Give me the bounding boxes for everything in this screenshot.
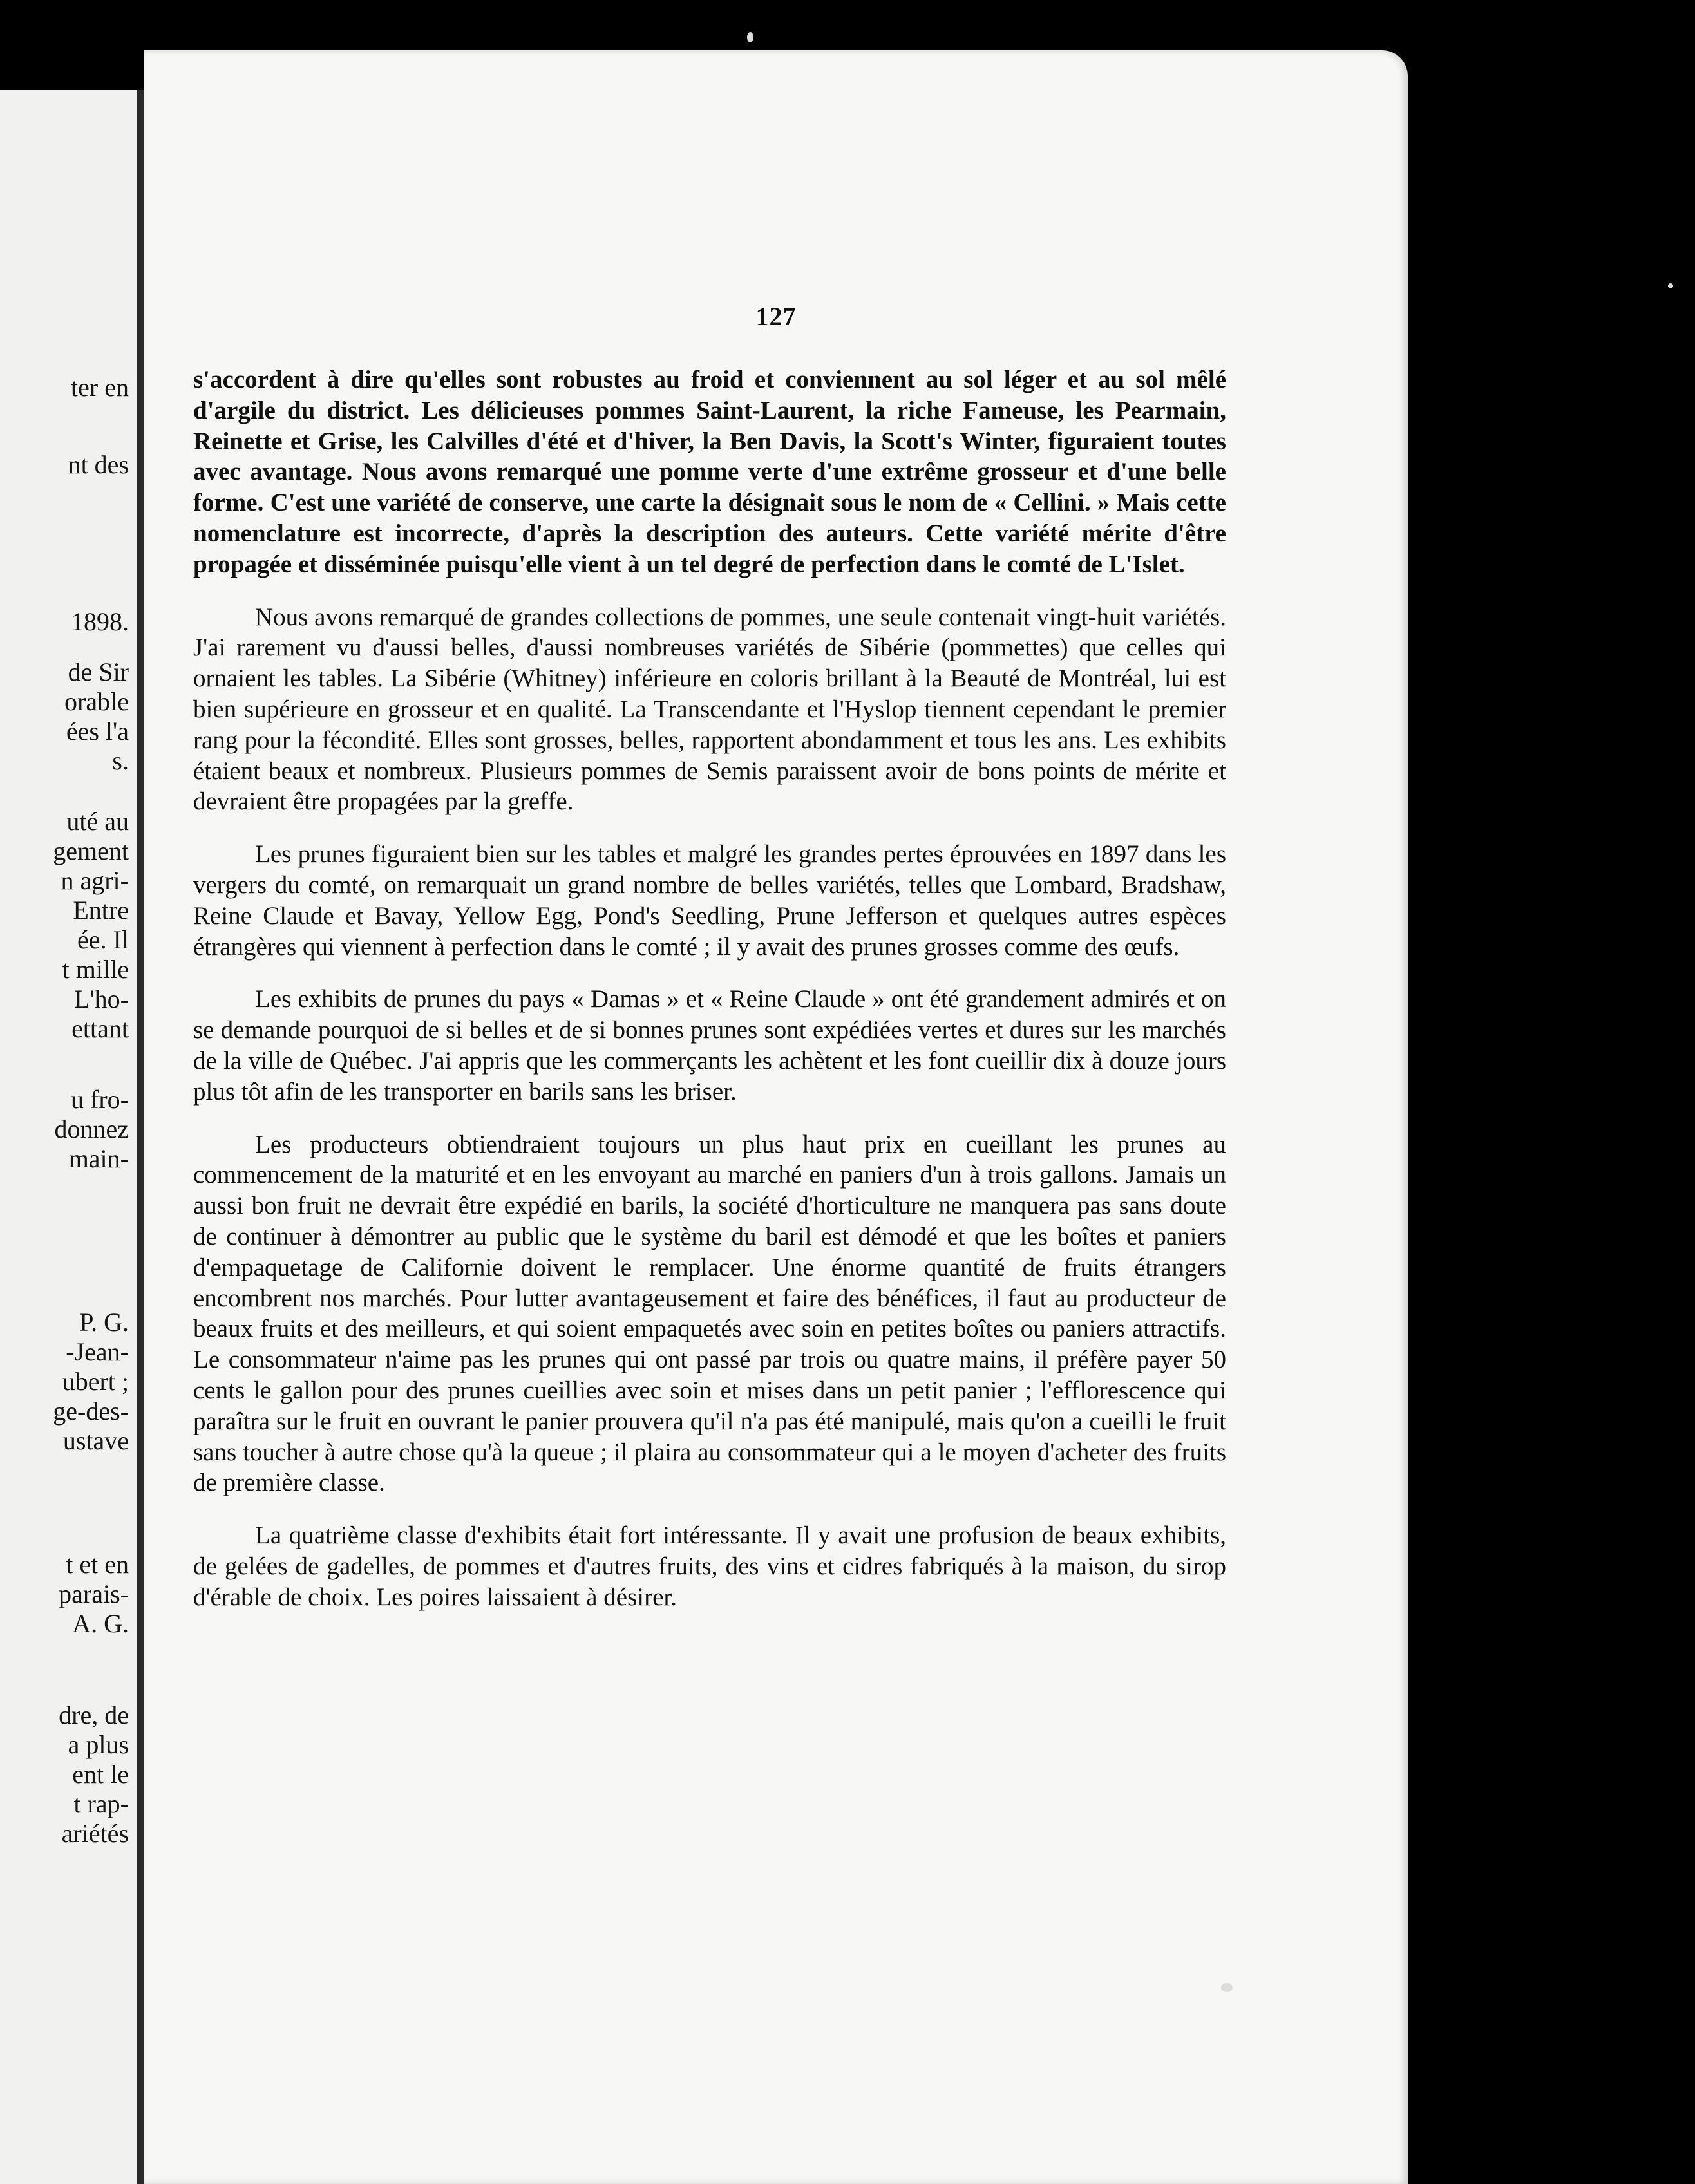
left-page-line: t mille <box>62 955 129 984</box>
left-page-line: de Sir <box>68 657 129 686</box>
left-page-line: ter en <box>71 373 129 402</box>
body-text <box>193 364 1226 1634</box>
left-page-line: ent le <box>72 1760 129 1789</box>
left-page-edge <box>0 90 137 2184</box>
left-page-line: -Jean- <box>66 1337 129 1366</box>
left-page-line: dre, de <box>59 1700 129 1729</box>
left-page-line: a plus <box>68 1730 129 1759</box>
left-page-line: donnez <box>54 1115 129 1144</box>
left-page-line: u fro- <box>71 1085 129 1114</box>
left-page-line: gement <box>53 836 129 865</box>
dust-speck <box>1221 1983 1233 1992</box>
paragraph-5: Les producteurs obtiendraient toujours un plus haut prix en cueillant les prunes au commencement de la maturité et en les envoyant au marché en paniers d'un à trois gallons. Jamais un aussi bon fruit ne devrait être expédié en barils, la société d'horticulture ne manquera pas sans doute de continuer à démontrer au public que le système du baril est démodé et que les boîtes et paniers d'empaquetage de Californie doivent le remplacer. Une énorme quantité de fruits étrangers encombrent nos marchés. Pour lutter avantageusement et faire des bénéfices, il faut au producteur de beaux fruits et des meilleurs, et qui soient empaquetés avec soin en petites boîtes ou paniers attractifs. Le consommateur n'aime pas les prunes qui ont passé par trois ou quatre mains, il préfère payer 50 cents le gallon pour des prunes cueillies avec soin et mises dans un petit panier ; l'efflorescence qui paraîtra sur le fruit en ouvrant le panier prouvera qu'il n'a pas été manipulé, mais qu'on a cueilli le fruit sans toucher à autre chose qu'à la queue ; il plaira au consommateur qui a le moyen d'acheter des fruits de première classe. <box>193 1130 1226 1497</box>
left-page-line: orable <box>64 687 129 716</box>
paragraph-3: Les prunes figuraient bien sur les tables et malgré les grandes pertes éprouvées en 1897 dans les vergers du comté, on remarquait un grand nombre de belles variétés, telles que Lombard, Bradshaw, Reine Claude et Bavay, Yellow Egg, Pond's Seedling, Prune Jefferson et quelques autres espèces étrangères qui viennent à perfection dans le comté ; il y avait des prunes grosses comme des œufs. <box>193 840 1226 961</box>
left-page-line: t et en <box>66 1550 129 1579</box>
main-page <box>144 50 1408 2184</box>
left-page-line: n agri- <box>61 866 129 895</box>
left-page-line: P. G. <box>79 1308 129 1337</box>
left-page-line: main- <box>68 1144 129 1173</box>
left-page-line: t rap- <box>73 1789 129 1818</box>
paragraph-4: Les exhibits de prunes du pays « Damas » et « Reine Claude » ont été grandement admirés et on se demande pourquoi de si belles et de si bonnes prunes sont expédiées vertes et dures sur les marchés de la ville de Québec. J'ai appris que les commerçants les achètent et les font cueillir dix à douze jours plus tôt afin de les transporter en barils sans les briser. <box>193 985 1226 1106</box>
left-page-line: ée. Il <box>77 925 129 954</box>
paragraph-6: La quatrième classe d'exhibits était fort intéressante. Il y avait une profusion de beaux exhibits, de gelées de gadelles, de pommes et d'autres fruits, des vins et cidres fabriqués à la maison, du sirop d'érable de choix. Les poires laissaient à désirer. <box>193 1521 1226 1611</box>
left-page-line: L'ho- <box>74 984 129 1013</box>
dust-speck <box>1668 283 1673 288</box>
left-page-line: ge-des- <box>53 1397 129 1426</box>
left-page-line: ettant <box>71 1014 129 1043</box>
left-page-line: ustave <box>62 1426 129 1455</box>
left-page-line: Entre <box>73 896 129 925</box>
page-gutter <box>137 90 144 2184</box>
paragraph-2: Nous avons remarqué de grandes collections de pommes, une seule contenait vingt-huit variétés. J'ai rarement vu d'aussi belles, d'aussi nombreuses variétés de Sibérie (pommettes) que celles qui ornaient les tables. La Sibérie (Whitney) inférieure en coloris brillant à la Beauté de Montréal, lui est bien supérieure en grosseur et en qualité. La Transcendante et l'Hyslop tiennent cependant le premier rang pour la fécondité. Elles sont grosses, belles, rapportent abondamment et tous les ans. Les exhibits étaient beaux et nombreux. Plusieurs pommes de Semis paraissent avoir de bons points de mérite et devraient être propagées par la greffe. <box>193 603 1226 816</box>
left-page-line: 1898. <box>71 607 129 636</box>
left-page-line: parais- <box>59 1579 129 1608</box>
left-page-line: ariétés <box>61 1819 129 1848</box>
left-page-line: A. G. <box>72 1609 129 1638</box>
left-page-line: uté au <box>66 807 129 836</box>
page-number: 127 <box>755 302 797 331</box>
dust-speck <box>747 32 753 42</box>
paragraph-1: s'accordent à dire qu'elles sont robustes au froid et conviennent au sol léger et au sol mêlé d'argile du district. Les délicieuses pommes Saint-Laurent, la riche Fameuse, les Pearmain, Reinette et Grise, les Calvilles d'été et d'hiver, la Ben Davis, la Scott's Winter, figuraient toutes avec avantage. Nous avons remarqué une pomme verte d'une extrême grosseur et d'une belle forme. C'est une variété de conserve, une carte la désignait sous le nom de « Cellini. » Mais cette nomenclature est incorrecte, d'après la description des auteurs. Cette variété mérite d'être propagée et disséminée puisqu'elle vient à un tel degré de perfection dans le comté de L'Islet. <box>193 366 1226 578</box>
left-page-line: ubert ; <box>62 1367 129 1396</box>
left-page-line: nt des <box>68 450 129 479</box>
left-page-line: ées l'a <box>66 717 129 746</box>
left-page-line: s. <box>112 746 129 775</box>
